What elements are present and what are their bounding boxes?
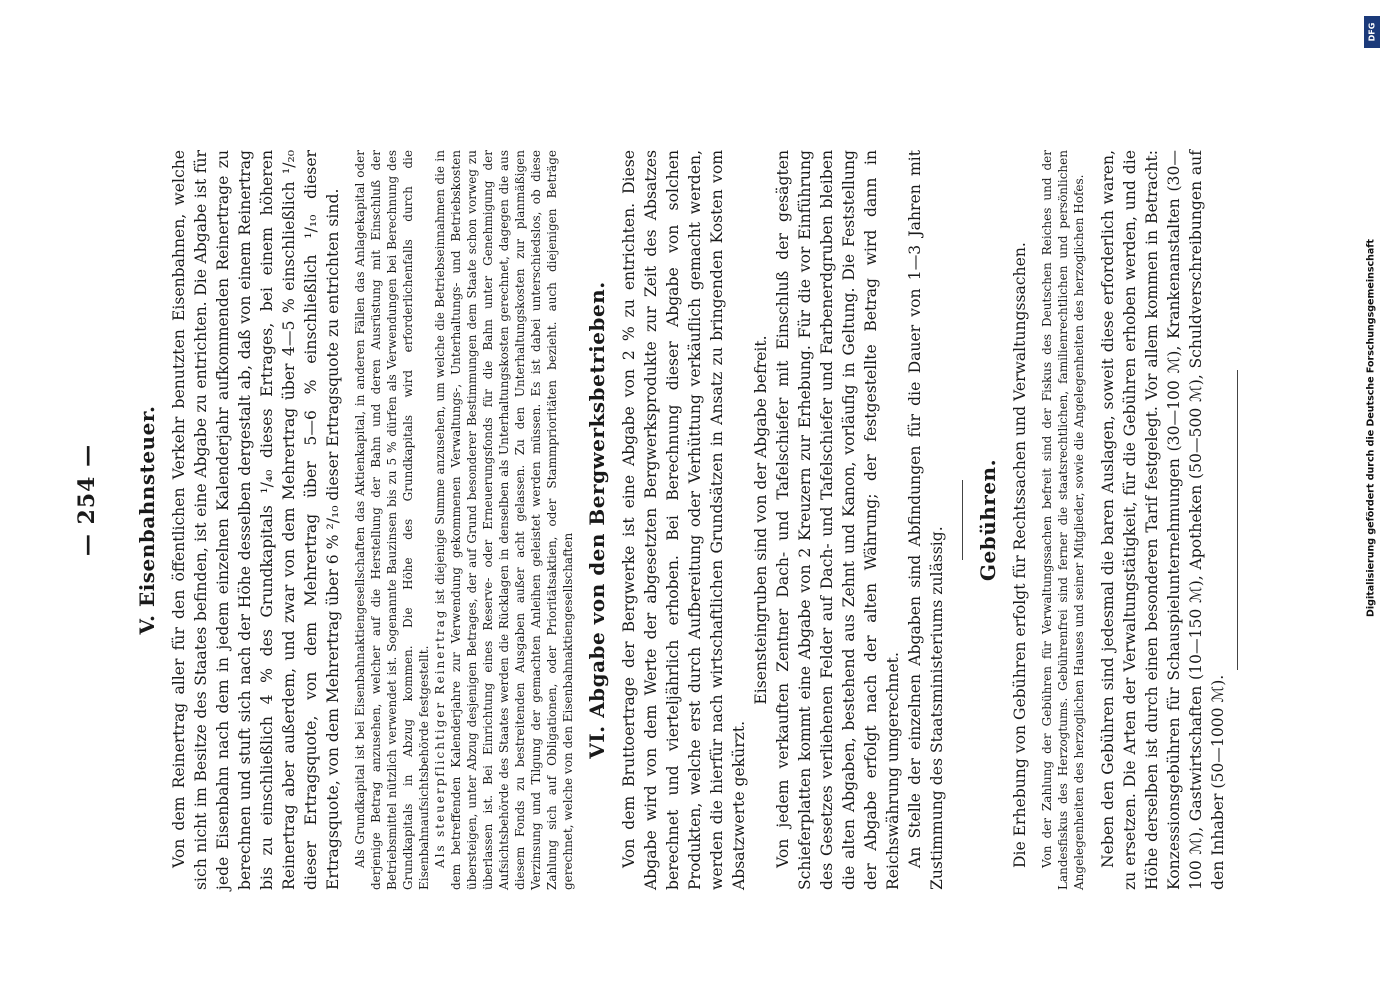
section-v-small-paragraph-2-text: ist diejenige Summe anzusehen, um welche die Betriebseinnahmen die in dem betreffenden Kalenderjahre zur Verwendung gekommenen Verwaltungs-, Unterhaltungs- und Betriebskosten übersteigen, unter Abzug desjenigen Betrages, der auf Grund besonderer Bestimmungen dem Staate schon vorweg zu überlassen ist. Bei Einrichtung eines Reserve- oder Erneuerungsfonds für die Bahn unter Genehmigung der Aufsichtsbehörde des Staates werden die Rücklagen in denselben als Unterhaltungskosten gerechnet, dagegen die aus diesem Fonds zu bestreitenden Ausgaben außer acht gelassen. Zu den Unterhaltungskosten zur planmäßigen Verzinsung und Tilgung der gemachten Anleihen geleistet werden müssen. Es ist dabei unterschiedslos, ob diese Zahlung sich auf Obligationen, oder Prioritätsaktien, oder Stammprioritäten bezieht. xyxy=(433,150,559,890)
dfg-logo-text: DFG xyxy=(1367,22,1377,42)
section-vi-heading: VI. Abgabe von den Bergwerksbetrieben. xyxy=(585,281,609,759)
gebuehren-small-paragraph-1: Von der Zahlung der Gebühren für Verwaltungssachen befreit sind der Fiskus des Deutschen Reiches und der Landesfiskus des Herzogtums. Gebührenfrei sind ferner die staatsrechtlichen, familienrechtlichen und persönlichen Angelegenheiten des herzoglichen Hauses und seiner Mitglieder, sowie die Angelegenheiten des herzoglichen Hofes. xyxy=(1040,150,1086,890)
digitization-note: Digitalisierung gefördert durch die Deutsche Forschungsgemeinschaft xyxy=(1365,239,1377,617)
dfg-logo xyxy=(1364,16,1380,48)
section-vi-paragraph-1: Von dem Bruttoertrage der Bergwerke ist eine Abgabe von 2 % zu entrichten. Diese Abgabe wird von dem Werte der abgesetzten Bergwerksprodukte zur Zeit des Absatzes berechnet und vierteljährlich erhoben. Bei Berechnung dieser Abgabe von solchen Produkten, welche erst durch Aufbereitung oder Verhüttung verkäuflich gemacht werden, werden die hierfür nach wirtschaftlichen Grundsätzen in Ansatz zu bringenden Kosten vom Absatzwerte gekürzt. xyxy=(620,150,748,890)
section-v-small-paragraph-1: Als Grundkapital ist bei Eisenbahnaktiengesellschaften das Aktienkapital, in anderen Fällen das Anlagekapital oder derjenige Betrag anzusehen, welcher auf die Herstellung der Bahn und deren Ausrüstung mit Einschluß der Betriebsmittel nützlich verwendet ist. Sogenannte Bauzinsen bis zu 5 % dürfen als Verwendungen bei Berechnung des Grundkapitals in Abzug kommen. Die Höhe des Grundkapitals wird erforderlichenfalls durch die Eisenbahnaufsichtsbehörde festgestellt. xyxy=(353,150,431,890)
section-vi-paragraph-3: Von jedem verkauften Zentner Dach- und Tafelschiefer mit Einschluß der gesägten Schieferplatten kommt eine Abgabe von 2 Kreuzern zur Erhebung. Für die vor Einführung des Gesetzes verliehenen Felder auf Dach- und Tafelschiefer und Farbenerdgruben bleiben die alten Abgaben, bestehend aus Zehnt und Kanon, vorläufig in Geltung. Die Feststellung der Abgabe erfolgt nach der alten Währung; der festgestellte Betrag wird dann in Reichswährung umgerechnet. xyxy=(774,150,902,890)
section-v-heading: V. Eisenbahnsteuer. xyxy=(135,405,159,635)
section-v-paragraph-1: Von dem Reinertrag aller für den öffentlichen Verkehr benutzten Eisenbahnen, welche sich nicht im Besitze des Staates befinden, ist eine Abgabe zu entrichten. Die Abgabe ist für jede Eisenbahn nach dem in jedem einzelnen Kalenderjahr aufkommenden Reinertrage zu berechnen und stuft sich nach der Höhe desselben dergestalt ab, daß von einem Reinertrag bis zu einschließlich 4 % des Grundkapitals ¹/₄₀ dieses Ertrages, bei einem höheren Reinertrag aber außerdem, und zwar von dem Mehrertrag über 4—5 % einschließlich ¹/₂₀ dieser Ertragsquote, von dem Mehrertrag über 5—6 % einschließlich ¹/₁₀ dieser Ertragsquote, von dem Mehrertrag über 6 % ²/₁₀ dieser Ertragsquote zu entrichten sind. xyxy=(170,150,342,890)
section-vi-paragraph-4: An Stelle der einzelnen Abgaben sind Abfindungen für die Dauer von 1—3 Jahren mit Zustimmung des Staatsministeriums zulässig. xyxy=(906,150,946,890)
section-v-small-paragraph-2-line: auch diejenigen Beträge gerechnet, welche von den Eisenbahnaktiengesellschaften xyxy=(545,150,575,890)
section-v-small-paragraph-2 xyxy=(432,150,576,890)
section-v-footnote-block xyxy=(352,150,576,890)
gebuehren-footnote-block xyxy=(1039,150,1087,890)
gebuehren-paragraph-2: Neben den Gebühren sind jedesmal die baren Auslagen, soweit diese erforderlich waren, zu ersetzen. Die Arten der Verwaltungstätigkeit, für die Gebühren erhoben werden, und die Höhe derselben ist durch einen besonderen Tarif festgelegt. Vor allem kommen in Betracht: Konzessionsgebühren für Schauspielunternehmungen (30—100 ℳ), Krankenanstalten (30—100 ℳ), Gastwirtschaften (10—150 ℳ), Apotheken (50—500 ℳ), Schuldverschreibungen auf den Inhaber (50—1000 ℳ). xyxy=(1099,150,1227,890)
section-divider xyxy=(962,480,963,560)
page-number: — 254 — xyxy=(74,443,100,557)
gebuehren-heading: Gebühren. xyxy=(976,458,1000,582)
section-vi-paragraph-2: Eisensteingruben sind von der Abgabe befreit. xyxy=(752,335,770,705)
taxable-net-yield-label: Als steuerpflichtiger Reinertrag xyxy=(433,608,447,868)
text-column xyxy=(132,150,1252,890)
gebuehren-paragraph-1: Die Erhebung von Gebühren erfolgt für Rechtssachen und Verwaltungssachen. xyxy=(1011,242,1029,868)
digitization-sidebar xyxy=(1362,8,1380,992)
closing-divider xyxy=(1237,370,1238,670)
rotated-page-content xyxy=(60,0,1360,1000)
